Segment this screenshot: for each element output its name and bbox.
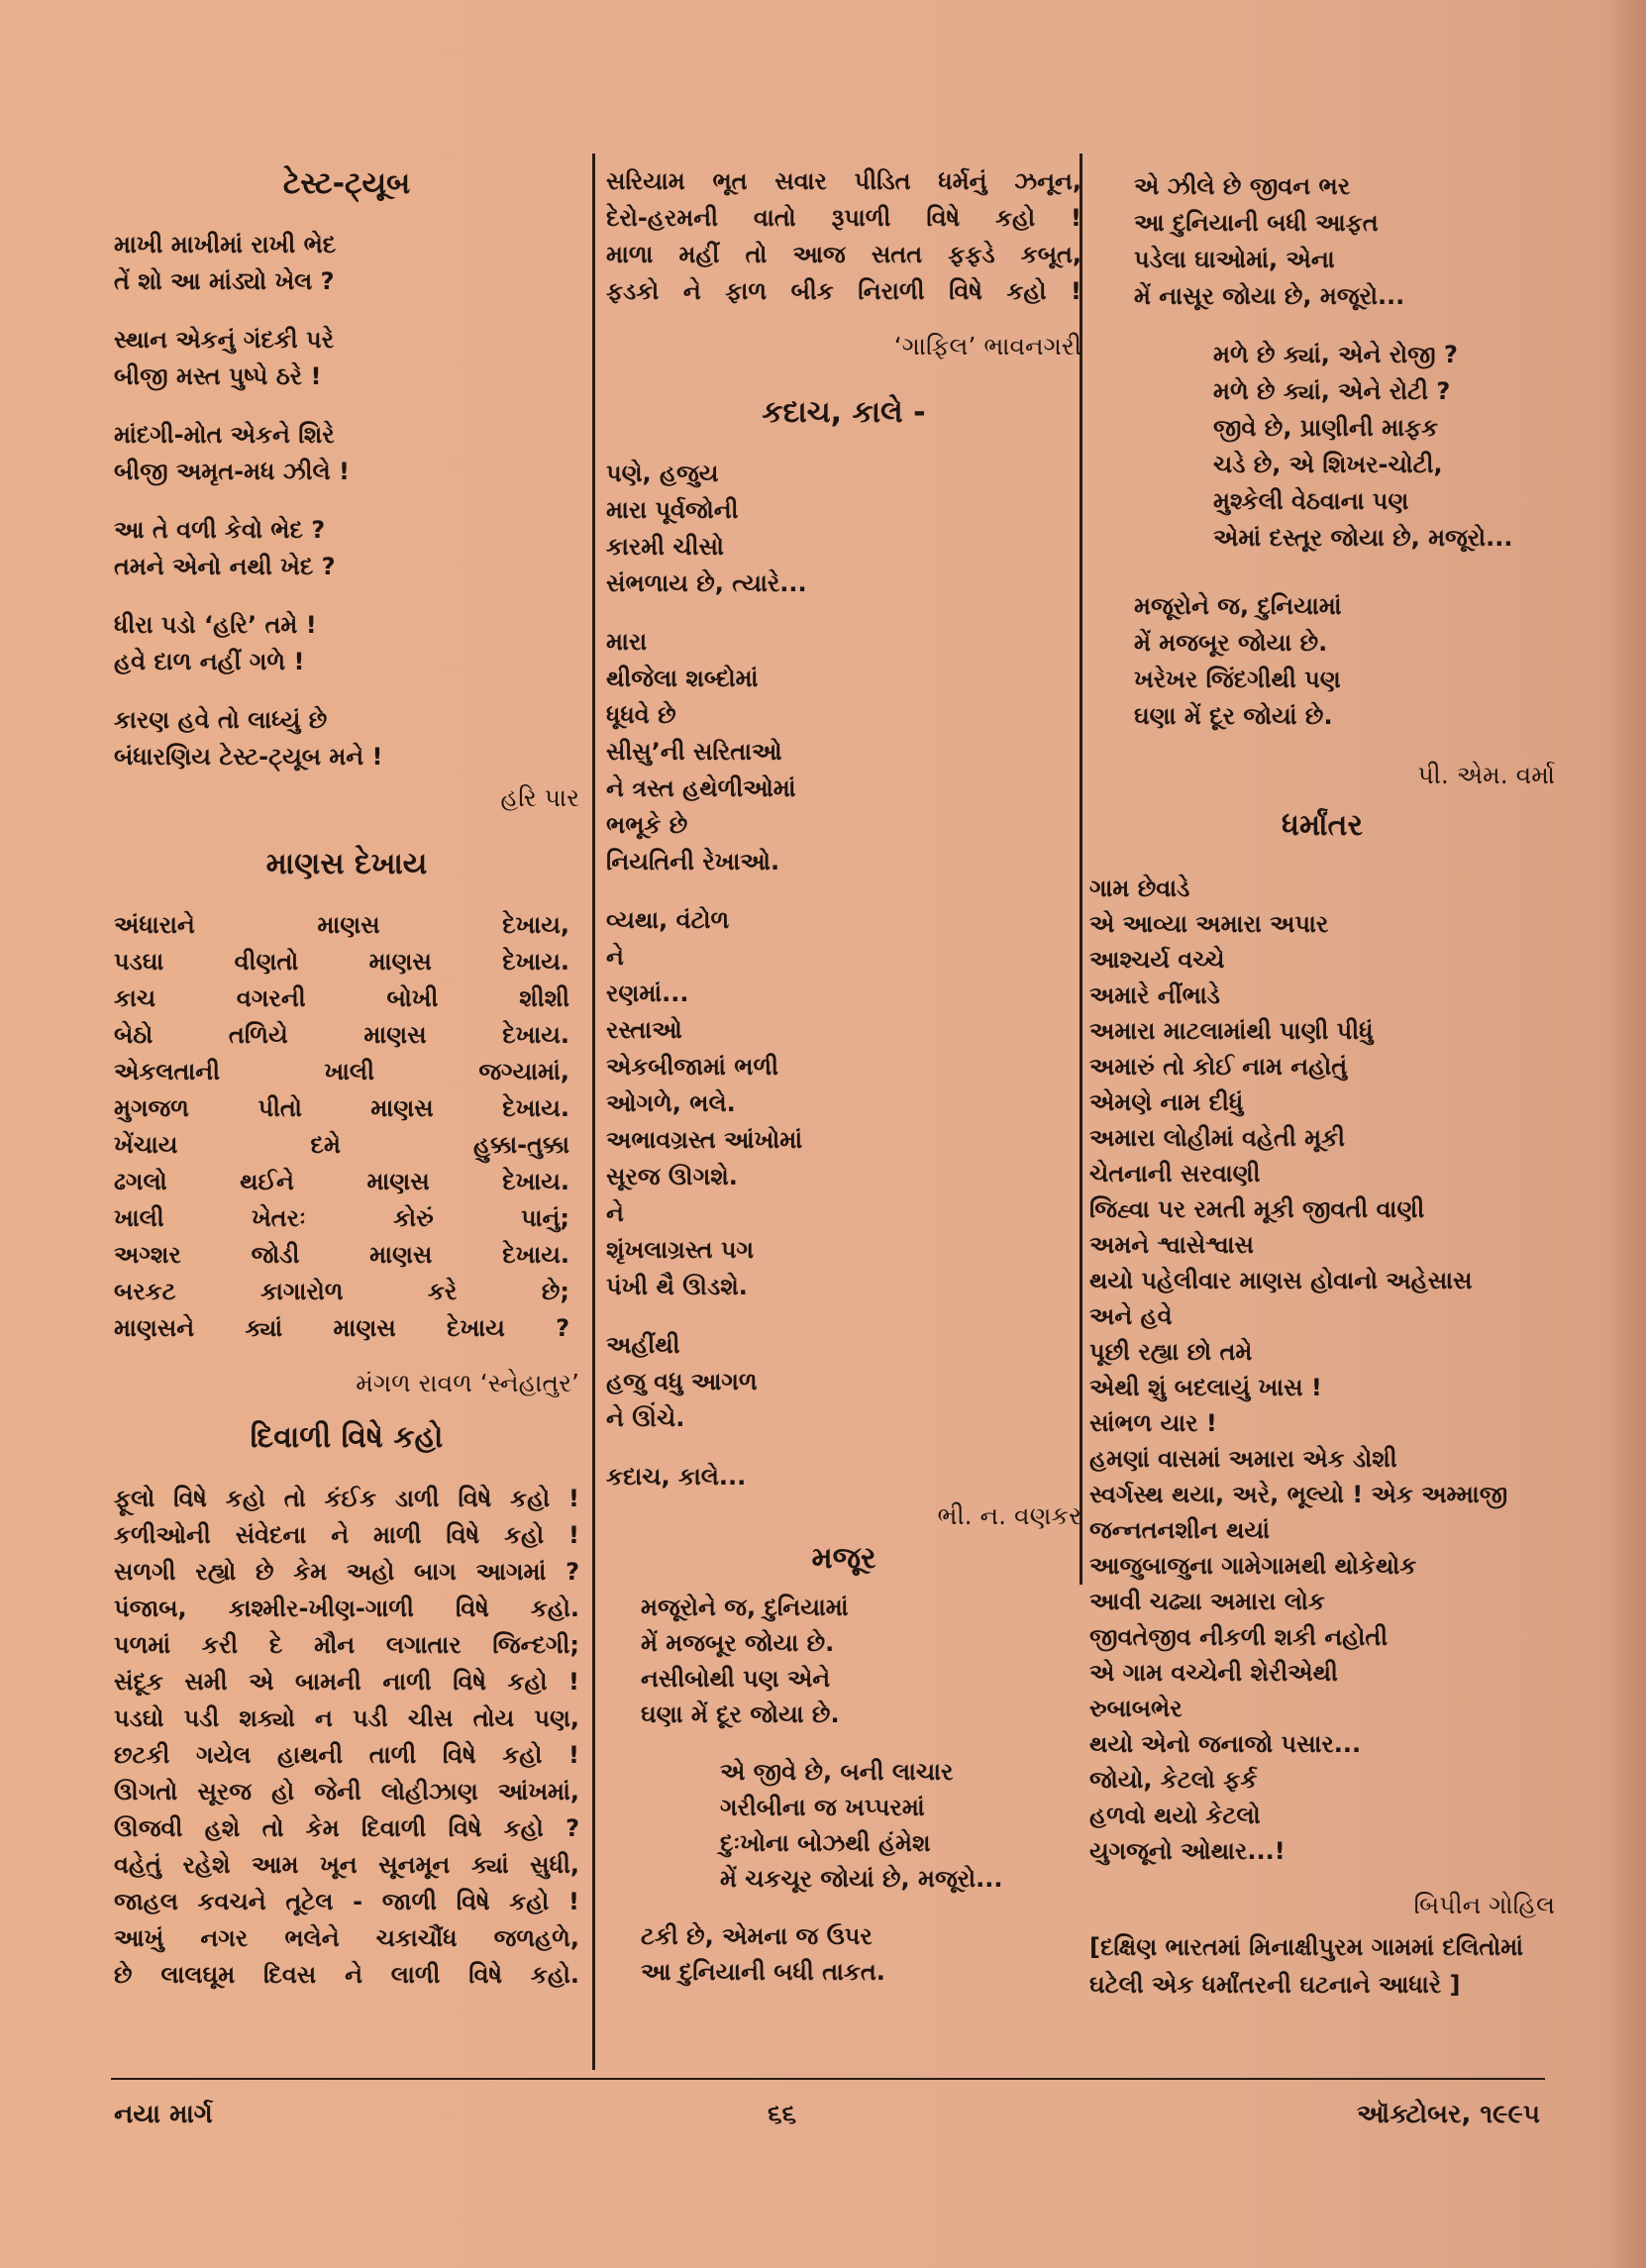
poem-line: પળમાં કરી દે મૌન લગાતાર જિન્દગી; xyxy=(114,1631,579,1659)
poem-line: ઘણા મેં દૂર જોયા છે. xyxy=(641,1701,840,1728)
poem-line: ખરેખર જિંદગીથી પણ xyxy=(1134,666,1341,693)
poem-line: હવે દાળ નહીં ગળે ! xyxy=(114,648,305,675)
poem-line: બીજી અમૃત-મધ ઝીલે ! xyxy=(114,458,350,485)
poem-line: શૃંખલાગ્રસ્ત પગ xyxy=(606,1236,755,1264)
poem-majoor-continued xyxy=(1089,168,1555,735)
poem-line: મળે છે ક્યાં, એને રોટી ? xyxy=(1213,377,1451,405)
poem-line: મજૂરોને જ, દુનિયામાં xyxy=(641,1594,849,1621)
stanza xyxy=(641,1590,1081,1732)
column-3 xyxy=(1089,168,1555,2004)
poem-line: ગરીબીના જ ખપ્પરમાં xyxy=(720,1794,925,1821)
poem-line: આશ્ચર્ય વચ્ચે xyxy=(1089,946,1225,974)
poem-line: જોયો, કેટલો ફર્ક xyxy=(1089,1766,1258,1794)
stanza xyxy=(114,702,579,775)
poem-line: માળા મહીં તો આજ સતત ફફડે કબૂત, xyxy=(606,241,1081,268)
poem-line: રસ્તાઓ xyxy=(606,1016,682,1044)
poem-line: ફડકો ને ફાળ બીક નિરાળી વિષે કહો ! xyxy=(606,277,1081,305)
poem-line: હજુ વધુ આગળ xyxy=(606,1368,758,1395)
poem-author: મંગળ રાવળ ‘સ્નેહાતુર’ xyxy=(356,1369,579,1397)
poem-kadach-kale xyxy=(606,456,1081,1531)
poem-line: જન્નતનશીન થયાં xyxy=(1089,1516,1270,1544)
poem-line: ઓગળે, ભલે. xyxy=(606,1089,736,1117)
poem-line: દેરો-હરમની વાતો રૂપાળી વિષે કહો ! xyxy=(606,204,1081,232)
stanza xyxy=(606,1327,1081,1437)
poem-line: પડેલા ઘાઓમાં, એના xyxy=(1134,246,1335,273)
poem-line: એથી શું બદલાયું ખાસ ! xyxy=(1089,1374,1322,1401)
poem-line: હળવો થયો કેટલો xyxy=(1089,1802,1261,1829)
poem-line: એ ઝીલે છે જીવન ભર xyxy=(1134,172,1351,200)
footer-rule xyxy=(111,2078,1545,2080)
column-1 xyxy=(114,149,579,2015)
poem-line: વહેતું રહેશે આમ ખૂન સૂનમૂન ક્યાં સુધી, xyxy=(114,1851,579,1879)
poem-author: પી. એમ. વર્મા xyxy=(1417,761,1555,789)
poem-line: થયો એનો જનાજો પસાર... xyxy=(1089,1730,1362,1758)
poem-line: સ્થાન એકનું ગંદકી પરે xyxy=(114,326,334,354)
poem-line: અમારા માટલામાંથી પાણી પીધું xyxy=(1089,1017,1374,1045)
stanza xyxy=(641,1754,1081,1897)
poem-line: અગ્શર જોડી માણસ દેખાય. xyxy=(114,1241,569,1269)
poem-line: અને હવે xyxy=(1089,1302,1173,1330)
poem-line: જાહલ કવચને તૂટેલ - જાળી વિષે કહો ! xyxy=(114,1888,579,1915)
poem-line: એ જીવે છે, બની લાચાર xyxy=(720,1758,954,1786)
poem-author: ભી. ન. વણકર xyxy=(937,1501,1081,1530)
poem-line: ધીરા પડો ‘હરિ’ તમે ! xyxy=(114,611,317,639)
poem-line: દુઃખોના બોઝથી હંમેશ xyxy=(720,1829,931,1857)
poem-line: ગામ છેવાડે xyxy=(1089,875,1190,902)
poem-line: ફૂલો વિષે કહો તો કંઈક ડાળી વિષે કહો ! xyxy=(114,1485,579,1512)
poem-line: નિયતિની રેખાઓ. xyxy=(606,848,780,876)
poem-line: મળે છે ક્યાં, એને રોજી ? xyxy=(1213,341,1458,368)
poem-author: હરિ પાર xyxy=(500,783,579,812)
page-footer xyxy=(114,2100,1540,2149)
poem-line: સંદૂક સમી એ બામની નાળી વિષે કહો ! xyxy=(114,1668,579,1696)
poem-line: કારણ હવે તો લાધ્યું છે xyxy=(114,706,328,734)
poem-line: મુશ્કેલી વેઠવાના પણ xyxy=(1213,487,1409,515)
poem-title-manas-dekhay: માણસ દેખાય xyxy=(265,847,428,881)
poem-line: બંધારણિય ટેસ્ટ-ટ્યૂબ મને ! xyxy=(114,743,383,771)
poem-dharmantar xyxy=(1089,871,1555,1869)
stanza xyxy=(641,1918,1081,1990)
stanza xyxy=(1134,337,1555,557)
note-line: [દક્ષિણ ભારતમાં મિનાક્ષીપુરમ ગામમાં દલિતોમાં xyxy=(1089,1933,1524,1961)
poem-line: માખી માખીમાં રાખી ભેદ xyxy=(114,231,337,258)
poem-line: થયો પહેલીવાર માણસ હોવાનો અહેસાસ xyxy=(1089,1267,1473,1294)
poem-line: બીજી મસ્ત પુષ્પે ઠરે ! xyxy=(114,362,322,390)
poem-diwali-continued xyxy=(606,163,1081,310)
stanza xyxy=(114,417,579,490)
poem-line: તમને એનો નથી ખેદ ? xyxy=(114,553,336,580)
poem-line: જીવે છે, પ્રાણીની માફક xyxy=(1213,414,1439,442)
poem-line: ખાલી ખેતરઃ કોરું પાનું; xyxy=(114,1204,569,1232)
stanza xyxy=(606,624,1081,880)
poem-line: ને xyxy=(606,943,624,971)
poem-title-dharmantar: ધર્માંતર xyxy=(1282,808,1363,843)
poem-line: એકબીજામાં ભળી xyxy=(606,1053,779,1081)
poem-line: પડઘો પડી શક્યો ન પડી ચીસ તોય પણ, xyxy=(114,1704,579,1732)
issue-date: ઑક્ટોબર, ૧૯૯૫ xyxy=(1357,2100,1540,2129)
poem-line: આજુબાજુના ગામેગામથી થોકેથોક xyxy=(1089,1552,1417,1580)
stanza xyxy=(114,512,579,585)
poem-line: મેં મજબૂર જોયા છે. xyxy=(1134,629,1328,657)
poem-line: સંભળાય છે, ત્યારે... xyxy=(606,569,807,597)
stanza xyxy=(1134,168,1555,315)
poem-line: રુબાબભેર xyxy=(1089,1695,1183,1722)
poem-author: બિપીન ગોહિલ xyxy=(1413,1891,1555,1919)
poem-line: આવી ચઢ્યા અમારા લોક xyxy=(1089,1588,1325,1615)
stanza xyxy=(606,902,1081,1305)
poem-line: નસીબોથી પણ એને xyxy=(641,1665,831,1693)
column-2 xyxy=(606,163,1081,2011)
stanza xyxy=(114,227,579,300)
poem-line: અભાવગ્રસ્ત આંખોમાં xyxy=(606,1126,803,1154)
poem-line: સીસુ’ની સરિતાઓ xyxy=(606,738,782,766)
poem-line: સાંભળ યાર ! xyxy=(1089,1409,1217,1437)
poem-line: અમારા લોહીમાં વહેતી મૂકી xyxy=(1089,1124,1345,1152)
poem-line: ખેંચાય દમે હુક્કા-તુક્કા xyxy=(114,1131,569,1159)
poem-line: મારા પૂર્વજોની xyxy=(606,496,739,524)
poem-line: આ તે વળી કેવો ભેદ ? xyxy=(114,516,326,544)
poem-line: પણે, હજુય xyxy=(606,460,719,487)
poem-line: પડઘા વીણતો માણસ દેખાય. xyxy=(114,948,569,976)
note-line: ઘટેલી એક ધર્માંતરની ઘટનાને આધારે ] xyxy=(1089,1971,1461,1999)
poem-line: આ દુનિયાની બધી આફત xyxy=(1134,209,1379,237)
poem-line: એમણે નામ દીધું xyxy=(1089,1088,1244,1116)
poem-line: એ આવ્યા અમારા અપાર xyxy=(1089,910,1329,938)
poem-line: રણમાં... xyxy=(606,979,689,1007)
stanza xyxy=(1134,588,1555,735)
poem-line: ને ત્રસ્ત હથેળીઓમાં xyxy=(606,774,796,802)
poem-line: કાચ વગરની બોખી શીશી xyxy=(114,984,569,1012)
stanza xyxy=(114,607,579,680)
poem-line: મારા xyxy=(606,628,648,656)
poem-line: જીવતેજીવ નીકળી શકી નહોતી xyxy=(1089,1623,1389,1651)
poem-line: ચેતનાની સરવાણી xyxy=(1089,1160,1261,1187)
poem-manas-dekhay xyxy=(114,907,579,1347)
poem-line: અમને શ્વાસેશ્વાસ xyxy=(1089,1231,1254,1259)
poem-line: તેં શો આ માંડ્યો ખેલ ? xyxy=(114,267,335,295)
poem-title-test-tube: ટેસ્ટ-ટ્યૂબ xyxy=(282,166,411,201)
poem-line: ભભૂકે છે xyxy=(606,811,688,839)
poem-line: ઘણા મેં દૂર જોયાં છે. xyxy=(1134,702,1333,730)
poem-line: બેઠો તળિયે માણસ દેખાય. xyxy=(114,1021,569,1049)
poem-line: મુગજળ પીતો માણસ દેખાય. xyxy=(114,1094,569,1122)
stanza xyxy=(606,456,1081,602)
poem-line: બરકટ કાગારોળ કરે છે; xyxy=(114,1278,569,1305)
poem-title-diwali: દિવાળી વિષે કહો xyxy=(250,1420,444,1455)
magazine-name: નયા માર્ગ xyxy=(114,2100,213,2129)
poem-line: આખું નગર ભલેને ચકાચૌંધ જળહળે, xyxy=(114,1924,579,1952)
poem-line: આ દુનિયાની બધી તાકત. xyxy=(641,1958,885,1986)
stanza xyxy=(114,322,579,395)
poem-line: સ્વર્ગસ્થ થયા, અરે, ભૂલ્યો ! એક અમ્માજી xyxy=(1089,1481,1508,1508)
poem-line: પૂછી રહ્યા છો તમે xyxy=(1089,1338,1253,1366)
poem-line: પંજાબ, કાશ્મીર-ખીણ-ગાળી વિષે કહો. xyxy=(114,1595,579,1622)
poem-line: એમાં દસ્તૂર જોયા છે, મજૂરો... xyxy=(1213,524,1513,552)
poem-line: કારમી ચીસો xyxy=(606,533,724,561)
poem-line: યુગજૂનો ઓથાર...! xyxy=(1089,1837,1286,1865)
poem-line: ટકી છે, એમના જ ઉપર xyxy=(641,1922,873,1950)
poem-line: મેં નાસૂર જોયા છે, મજૂરો... xyxy=(1134,282,1405,310)
poem-line: સરિયામ ભૂત સવાર પીડિત ધર્મનું ઝનૂન, xyxy=(606,167,1081,195)
poem-line: અમારે નીંભાડે xyxy=(1089,981,1220,1009)
poem-line: અંધારાને માણસ દેખાય, xyxy=(114,911,569,939)
column-divider-1 xyxy=(592,154,595,2070)
poem-line: ધૂધવે છે xyxy=(606,701,676,729)
poem-line: વ્યથા, વંટોળ xyxy=(606,906,730,934)
poem-line: ચડે છે, એ શિખર-ચોટી, xyxy=(1213,451,1443,478)
poem-line: છટકી ગયેલ હાથની તાળી વિષે કહો ! xyxy=(114,1741,579,1769)
poem-line: ને ઊંચે. xyxy=(606,1404,685,1432)
poem-line: હમણાં વાસમાં અમારા એક ડોશી xyxy=(1089,1445,1397,1473)
poem-line: કળીઓની સંવેદના ને માળી વિષે કહો ! xyxy=(114,1521,579,1549)
poem-author: ‘ગાફિલ’ ભાવનગરી xyxy=(893,332,1081,361)
page-number: ૬૬ xyxy=(768,2100,797,2129)
poem-diwali xyxy=(114,1481,579,1994)
poem-line: મેં મજબૂર જોયા છે. xyxy=(641,1629,835,1657)
poem-line: માંદગી-મોત એકને શિરે xyxy=(114,421,335,449)
poem-line: એકલતાની ખાલી જગ્યામાં, xyxy=(114,1058,569,1085)
poem-line: અમારું તો કોઈ નામ નહોતું xyxy=(1089,1053,1348,1081)
poem-line: માણસને ક્યાં માણસ દેખાય ? xyxy=(114,1314,569,1342)
poem-line: થીજેલા શબ્દોમાં xyxy=(606,665,759,692)
poem-line: મજૂરોને જ, દુનિયામાં xyxy=(1134,592,1342,620)
poem-line: સૂરજ ઊગશે. xyxy=(606,1163,738,1190)
poem-line: સળગી રહ્યો છે કેમ અહો બાગ આગમાં ? xyxy=(114,1558,579,1586)
poem-title-kadach-kale: કદાચ, કાલે - xyxy=(762,395,926,430)
poem-majoor xyxy=(606,1590,1081,1990)
poem-line: છે લાલઘૂમ દિવસ ને લાળી વિષે કહો. xyxy=(114,1961,579,1989)
poem-line: કદાચ, કાલે... xyxy=(606,1463,747,1491)
poem-line: ઊજવી હશે તો કેમ દિવાળી વિષે કહો ? xyxy=(114,1814,579,1842)
poem-line: ઊગતો સૂરજ હો જેની લોહીઝાણ આંખમાં, xyxy=(114,1778,579,1805)
poem-line: ઢગલો થઈને માણસ દેખાય. xyxy=(114,1168,569,1195)
poem-note xyxy=(1089,1928,1555,2004)
poem-test-tube xyxy=(114,227,579,813)
poem-line: અહીંથી xyxy=(606,1331,680,1359)
poem-line: જિહ્વા પર રમતી મૂકી જીવતી વાણી xyxy=(1089,1195,1425,1223)
poem-line: મેં ચકચૂર જોયાં છે, મજૂરો... xyxy=(720,1865,1003,1893)
poem-title-majoor: મજૂર xyxy=(811,1541,876,1576)
poem-line: એ ગામ વચ્ચેની શેરીએથી xyxy=(1089,1659,1338,1687)
poem-line: ને xyxy=(606,1199,624,1227)
poem-line: પંખી થૈ ઊડશે. xyxy=(606,1273,748,1300)
stanza xyxy=(606,1459,1081,1495)
